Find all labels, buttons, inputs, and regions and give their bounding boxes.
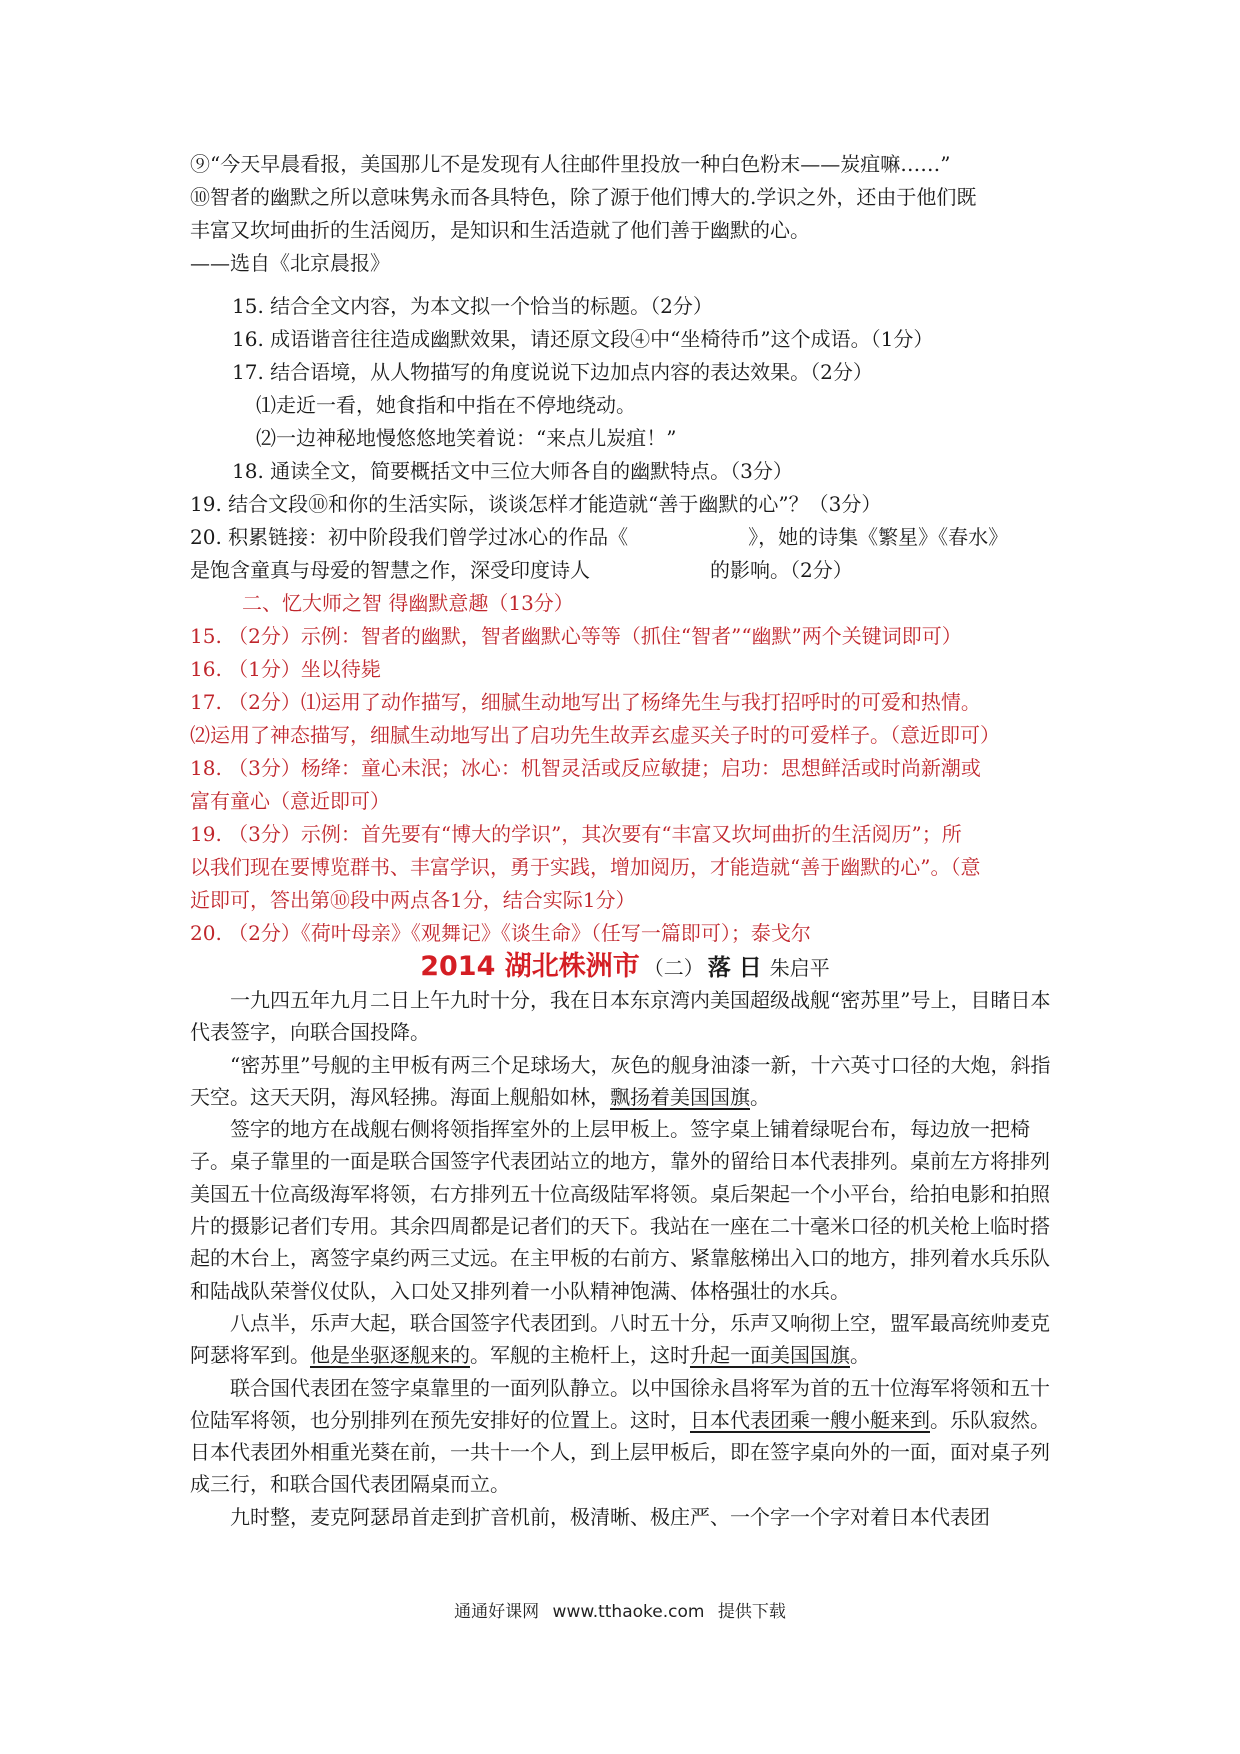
question-20-part-a: 20. 积累链接：初中阶段我们曾学过冰心的作品《	[190, 525, 629, 549]
article-paragraph-6: 九时整，麦克阿瑟昂首走到扩音机前，极清晰、极庄严、一个字一个字对着日本代表团	[230, 1504, 990, 1529]
question-16: 16. 成语谐音往往造成幽默效果，请还原文段④中“坐椅待币”这个成语。（1分）	[232, 327, 934, 351]
question-19: 19. 结合文段⑩和你的生活实际，谈谈怎样才能造就“善于幽默的心”？（3分）	[190, 492, 882, 516]
passage-line: 丰富又坎坷曲折的生活阅历，是知识和生活造就了他们善于幽默的心。	[190, 218, 810, 242]
answer-line: 近即可，答出第⑩段中两点各1分，结合实际1分）	[190, 888, 636, 912]
question-18: 18. 通读全文，简要概括文中三位大师各自的幽默特点。（3分）	[232, 459, 793, 483]
question-20-part-d: 的影响。（2分）	[710, 558, 853, 582]
answer-line: 20. （2分）《荷叶母亲》《观舞记》《谈生命》（任写一篇即可）；泰戈尔	[190, 921, 811, 945]
underlined-phrase: 升起一面美国国旗	[690, 1343, 850, 1368]
article-paragraph-2: “密苏里”号舰的主甲板有两三个足球场大，灰色的舰身油漆一新，十六英寸口径的大炮，斜指天空。这天天阴，海风轻拂。海面上舰船如林，飘扬着美国国旗。	[190, 1052, 1051, 1109]
passage-line: ⑨“今天早晨看报，美国那儿不是发现有人往邮件里投放一种白色粉末——炭疽嘛……”	[190, 152, 951, 176]
question-20-part-b: 》，她的诗集《繁星》《春水》	[748, 525, 1009, 549]
answer-line: 15. （2分）示例：智者的幽默，智者幽默心等等（抓住“智者”“幽默”两个关键词即可）	[190, 624, 962, 648]
footer-url[interactable]: www.tthaoke.com	[552, 1602, 705, 1622]
heading-number: （二）	[643, 956, 704, 980]
answer-line: ⑵运用了神态描写，细腻生动地写出了启功先生故弄玄虚买关子时的可爱样子。（意近即可）	[190, 723, 1000, 747]
answer-line: 17. （2分）⑴运用了动作描写，细腻生动地写出了杨绛先生与我打招呼时的可爱和热情。	[190, 690, 981, 714]
footer-note: 提供下载	[717, 1602, 786, 1622]
passage-line: ⑩智者的幽默之所以意味隽永而各具特色，除了源于他们博大的.学识之外，还由于他们既	[190, 185, 977, 209]
page-content	[190, 148, 1060, 1533]
heading-author: 朱启平	[769, 956, 830, 980]
question-20-cont	[190, 554, 1060, 587]
article-paragraph-4: 八点半，乐声大起，联合国签字代表团到。八时五十分，乐声又响彻上空，盟军最高统帅麦克阿瑟将军到。他是坐驱逐舰来的。军舰的主桅杆上，这时升起一面美国国旗。	[190, 1310, 1050, 1368]
underlined-phrase: 他是坐驱逐舰来的	[310, 1343, 470, 1368]
question-20-part-c: 是饱含童真与母爱的智慧之作，深受印度诗人	[190, 558, 590, 582]
answer-line: 19. （3分）示例：首先要有“博大的学识”，其次要有“丰富又坎坷曲折的生活阅历”；所	[190, 822, 962, 846]
heading-year-place: 2014 湖北株洲市	[420, 951, 640, 982]
article-heading	[190, 950, 1060, 984]
footer-site-name: 通通好课网	[454, 1602, 540, 1622]
page-footer	[0, 1597, 1240, 1622]
answer-line: 16. （1分）坐以待毙	[190, 657, 381, 681]
answer-line: 富有童心（意近即可）	[190, 789, 390, 813]
question-15: 15. 结合全文内容，为本文拟一个恰当的标题。（2分）	[232, 294, 713, 318]
article-paragraph-3: 签字的地方在战舰右侧将领指挥室外的上层甲板上。签字桌上铺着绿呢台布，每边放一把椅子。桌子靠里的一面是联合国签字代表团站立的地方，靠外的留给日本代表排列。桌前左方将排列美国五十位高级海军将领，右方排列五十位高级陆军将领。桌后架起一个小平台，给拍电影和拍照片的摄影记者们专用。其余四周都是记者们的天下。我站在一座在二十毫米口径的机关枪上临时搭起的木台上，离签字桌约两三丈远。在主甲板的右前方、紧靠舷梯出入口的地方，排列着水兵乐队和陆战队荣誉仪仗队，入口处又排列着一小队精神饱满、体格强壮的水兵。	[190, 1117, 1050, 1303]
underlined-phrase: 日本代表团乘一艘小艇来到	[690, 1407, 930, 1432]
answer-line: 以我们现在要博览群书、丰富学识，勇于实践，增加阅历，才能造就“善于幽默的心”。（意	[190, 855, 981, 879]
question-17-item-1: ⑴走近一看，她食指和中指在不停地绕动。	[256, 393, 636, 417]
answer-line: 18. （3分）杨绛：童心未泯；冰心：机智灵活或反应敏捷；启功：思想鲜活或时尚新潮或	[190, 756, 981, 780]
question-17: 17. 结合语境，从人物描写的角度说说下边加点内容的表达效果。（2分）	[232, 360, 873, 384]
answer-section-header: 二、忆大师之智 得幽默意趣（13分）	[242, 591, 574, 615]
article-paragraph-5: 联合国代表团在签字桌靠里的一面列队静立。以中国徐永昌将军为首的五十位海军将领和五十位陆军将领，也分别排列在预先安排好的位置上。这时，日本代表团乘一艘小艇来到。乐队寂然。日本代表团外相重光葵在前，一共十一个人，到上层甲板后，即在签字桌向外的一面，面对桌子列成三行，和联合国代表团隔桌而立。	[190, 1375, 1050, 1497]
question-20	[190, 521, 1060, 554]
heading-title: 落 日	[707, 954, 762, 981]
article-paragraph-1: 一九四五年九月二日上午九时十分，我在日本东京湾内美国超级战舰“密苏里”号上，目睹日本代表签字，向联合国投降。	[190, 988, 1051, 1045]
passage-source: ——选自《北京晨报》	[190, 251, 390, 275]
underlined-phrase: 飘扬着美国国旗	[610, 1084, 750, 1109]
question-17-item-2: ⑵一边神秘地慢悠悠地笑着说：“来点儿炭疽！”	[256, 426, 677, 450]
